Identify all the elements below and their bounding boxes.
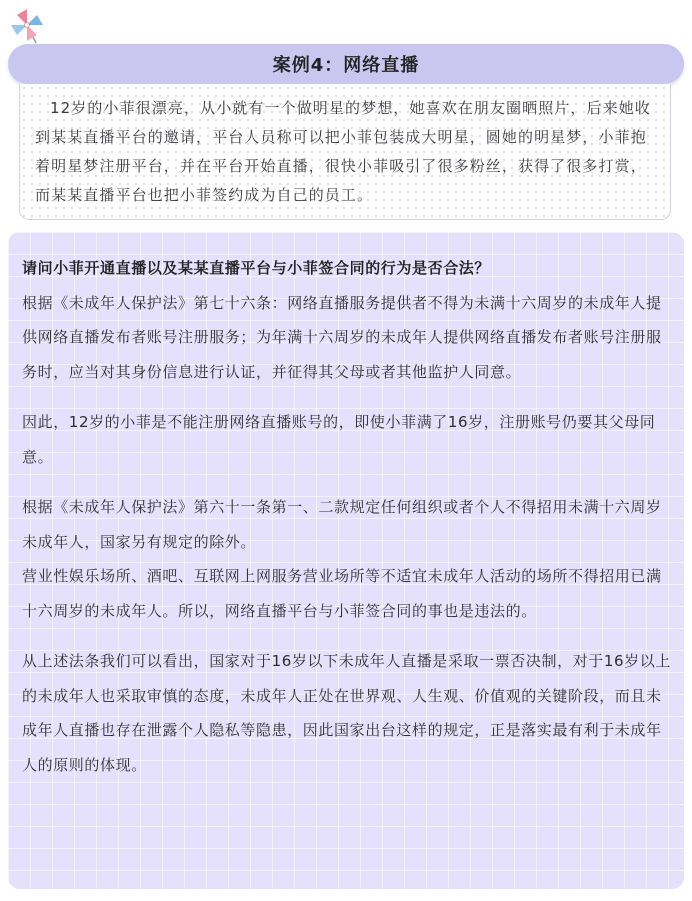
- law-article-76: 根据《未成年人保护法》第七十六条：网络直播服务提供者不得为未满十六周岁的未成年人提供网络直播发布者账号注册服务；为年满十六周岁的未成年人提供网络直播发布者账号注册服务时，应当对其身份信息进行认证，并征得其父母或者其他监护人同意。: [22, 293, 662, 381]
- case-title-bar: [8, 44, 684, 84]
- summary-paragraph: 从上述法条我们可以看出，国家对于16岁以下未成年人直播是采取一票否决制，对于16岁以上的未成年人也采取审慎的态度，未成年人正处在世界观、人生观、价值观的关键阶段，而且未成年人直播也存在泄露个人隐私等隐患，因此国家出台这样的规定，正是落实最有利于未成年人的原则的体现。: [22, 652, 671, 774]
- case-description: 12岁的小菲很漂亮，从小就有一个做明星的梦想，她喜欢在朋友圈晒照片，后来她收到某某直播平台的邀请，平台人员称可以把小菲包装成大明星，圆她的明星梦，小菲抱着明星梦注册平台，并在平台开始直播，很快小菲吸引了很多粉丝，获得了很多打赏，而某某直播平台也把小菲签约成为自己的员工。: [35, 99, 651, 204]
- pinwheel-icon: [8, 6, 46, 44]
- case-description-box: [19, 84, 671, 220]
- conclusion-registration: 因此，12岁的小菲是不能注册网络直播账号的，即使小菲满了16岁，注册账号仍要其父母同意。: [22, 413, 656, 466]
- legal-analysis-box: [8, 232, 684, 889]
- law-article-61: 根据《未成年人保护法》第六十一条第一、二款规定任何组织或者个人不得招用未满十六周岁未成年人，国家另有规定的除外。: [22, 498, 662, 551]
- case-title: 案例4：网络直播: [272, 55, 420, 76]
- analysis-question: 请问小菲开通直播以及某某直播平台与小菲签合同的行为是否合法？: [22, 259, 491, 277]
- law-article-61-continued: 营业性娱乐场所、酒吧、互联网上网服务营业场所等不适宜未成年人活动的场所不得招用已满十六周岁的未成年人。所以，网络直播平台与小菲签合同的事也是违法的。: [22, 567, 662, 620]
